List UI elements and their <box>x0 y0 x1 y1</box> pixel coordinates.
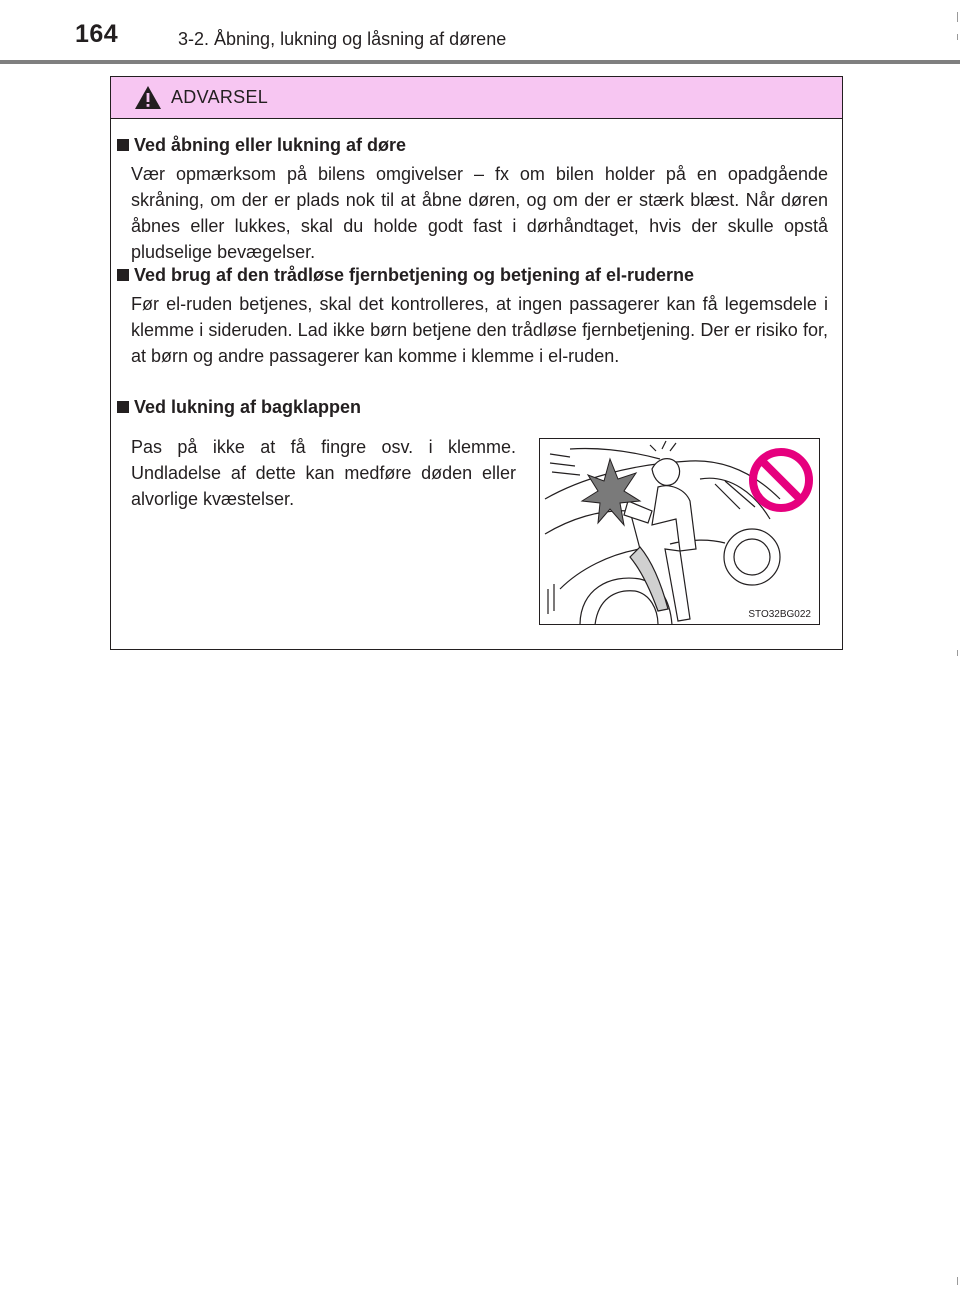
prohibition-icon <box>748 447 814 518</box>
crop-mark <box>957 650 958 656</box>
section-heading <box>117 397 361 418</box>
figure-code: STO32BG022 <box>748 609 811 620</box>
tailgate-illustration <box>539 438 820 625</box>
warning-header <box>111 77 842 119</box>
section-heading-text: Ved lukning af bagklappen <box>134 397 362 417</box>
section-heading-text: Ved åbning eller lukning af døre <box>134 135 407 155</box>
section-text: Pas på ikke at få fingre osv. i klemme. Undladelse af dette kan medføre døden eller alvorlige kvæstelser. <box>131 437 516 509</box>
warning-title: ADVARSEL <box>171 87 269 107</box>
section-heading <box>117 135 406 156</box>
crop-mark <box>957 12 958 22</box>
header-rule <box>0 60 960 64</box>
section-heading <box>117 265 694 286</box>
bullet-square-icon <box>117 401 129 413</box>
warning-triangle-icon <box>134 85 162 115</box>
section-heading-text: Ved brug af den trådløse fjernbetjening og betjening af el-ruderne <box>134 265 695 285</box>
crop-mark <box>957 1277 958 1285</box>
bullet-square-icon <box>117 139 129 151</box>
section-text: Vær opmærksom på bilens omgivelser – fx om bilen holder på en opadgående skråning, om der er plads nok til at åbne døren, og om der er stærk blæst. Når døren åbnes eller lukkes, skal du holde godt fast i dørhåndtaget, hvis der skulle opstå pludselige bevægelser. <box>131 164 828 262</box>
crop-mark <box>957 34 958 40</box>
warning-box <box>110 76 843 650</box>
bullet-square-icon <box>117 269 129 281</box>
page-number: 164 <box>75 20 119 48</box>
section-title: 3-2. Åbning, lukning og låsning af dørene <box>178 29 507 49</box>
section-text: Før el-ruden betjenes, skal det kontrolleres, at ingen passagerer kan få legemsdele i klemme i sideruden. Lad ikke børn betjene den trådløse fjernbetjening. Der er risiko for, at børn og andre passagerer kan komme i klemme i el-ruden. <box>131 294 828 366</box>
